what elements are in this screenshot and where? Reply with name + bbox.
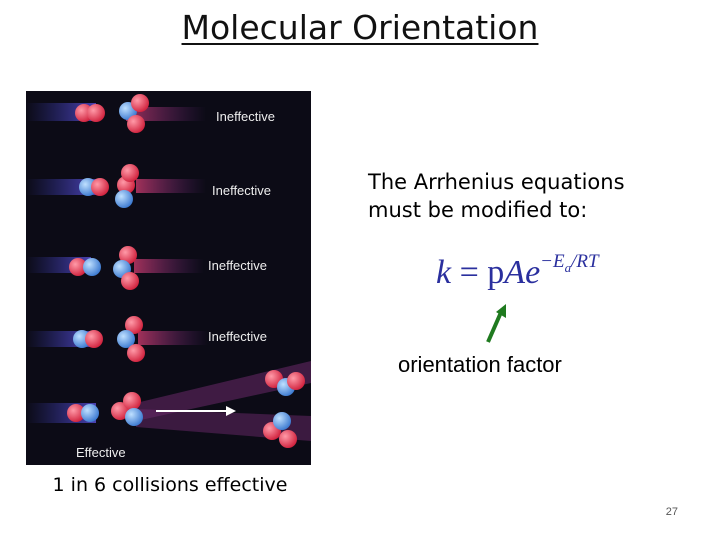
explanation-text [368,168,688,224]
page-number: 27 [665,506,678,518]
row-label-2: Ineffective [212,183,272,198]
exponent-minus: − [540,250,553,272]
collision-figure [26,91,311,465]
explanation-line-2: must be modified to: [368,198,588,222]
exponent-rest: /RT [571,250,599,272]
exponent-subscript: a [564,259,572,275]
slide-title-text: Molecular Orientation [181,8,539,47]
modified-arrhenius-equation [436,250,696,292]
row-label-5: Effective [76,445,126,460]
equation-exponent [540,250,599,275]
explanation-line-1: The Arrhenius equations [368,170,625,194]
collision-row-3 [26,246,267,290]
equation-e: e [525,254,541,291]
slide-title [0,8,720,47]
collision-row-5 [26,361,311,460]
arrow-up-icon [480,302,520,346]
collision-illustration [26,91,311,465]
orientation-factor-label: orientation factor [398,352,562,377]
equation-k: k [436,254,452,291]
row-label-1: Ineffective [216,109,276,124]
figure-caption: 1 in 6 collisions effective [52,474,288,496]
collision-row-2 [26,164,271,208]
collision-row-1 [26,94,275,133]
exponent-E: E [552,250,565,272]
collision-row-4 [26,316,267,362]
row-label-4: Ineffective [208,329,268,344]
equation-equals: = [451,254,488,291]
row-label-3: Ineffective [208,258,268,273]
equation-p: p [487,254,505,291]
equation-A: A [504,254,526,291]
